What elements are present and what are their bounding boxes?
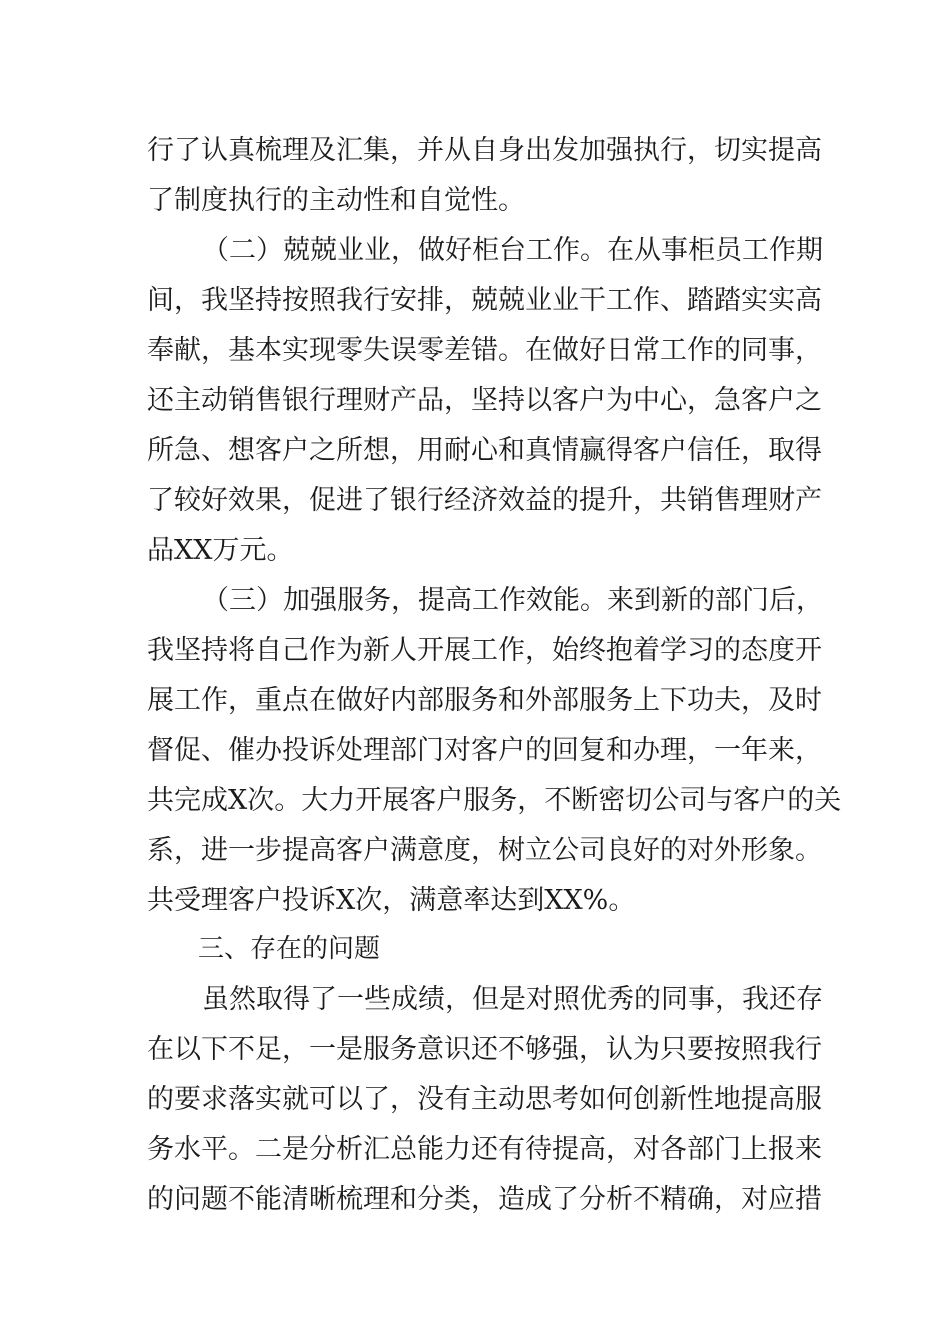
text-line-content: 务水平。二是分析汇总能力还有待提高，对各部门上报来 <box>147 1134 822 1165</box>
text-line-content: 的要求落实就可以了，没有主动思考如何创新性地提高服 <box>147 1084 822 1115</box>
text-line-content: 系，进一步提高客户满意度，树立公司良好的对外形象。 <box>147 835 822 866</box>
text-line <box>0 176 950 226</box>
text-line-content: 行了认真梳理及汇集，并从自身出发加强执行，切实提高 <box>147 135 822 166</box>
text-line-content: 督促、催办投诉处理部门对客户的回复和办理，一年来， <box>147 735 822 766</box>
text-line-content: 所急、想客户之所想，用耐心和真情赢得客户信任，取得 <box>147 435 822 466</box>
text-line <box>0 826 950 876</box>
text-line <box>0 326 950 376</box>
text-line-content: 在以下不足，一是服务意识还不够强，认为只要按照我行 <box>147 1034 822 1065</box>
text-line-content: 了制度执行的主动性和自觉性。 <box>147 185 525 216</box>
text-line-content: 的问题不能清晰梳理和分类，造成了分析不精确，对应措 <box>147 1184 822 1215</box>
text-line <box>0 726 950 776</box>
text-line <box>0 226 950 276</box>
text-line <box>0 276 950 326</box>
text-line-content: 虽然取得了一些成绩，但是对照优秀的同事，我还存 <box>202 984 823 1015</box>
text-line-content: 展工作，重点在做好内部服务和外部服务上下功夫，及时 <box>147 685 822 716</box>
text-line <box>0 626 950 676</box>
text-line <box>0 876 950 926</box>
text-line <box>0 576 950 626</box>
text-line <box>0 476 950 526</box>
text-line <box>0 126 950 176</box>
text-line <box>0 1025 950 1075</box>
section-heading <box>0 924 950 974</box>
text-line-content: （二）兢兢业业，做好柜台工作。在从事柜员工作期 <box>202 235 823 266</box>
text-line <box>0 1125 950 1175</box>
text-line-content: 间，我坚持按照我行安排，兢兢业业干工作、踏踏实实高 <box>147 285 822 316</box>
text-line-content: 共受理客户投诉X次，满意率达到XX%。 <box>147 885 636 916</box>
text-line <box>0 426 950 476</box>
text-line-content: 奉献，基本实现零失误零差错。在做好日常工作的同事， <box>147 335 822 366</box>
text-line <box>0 1175 950 1225</box>
text-line-content: 共完成X次。大力开展客户服务，不断密切公司与客户的关 <box>147 785 842 816</box>
text-line <box>0 376 950 426</box>
text-line <box>0 1075 950 1125</box>
text-line <box>0 676 950 726</box>
text-line-content: （三）加强服务，提高工作效能。来到新的部门后， <box>202 585 823 616</box>
text-line <box>0 776 950 826</box>
text-line <box>0 975 950 1025</box>
text-line-content: 了较好效果，促进了银行经济效益的提升，共销售理财产 <box>147 485 822 516</box>
text-line-content: 我坚持将自己作为新人开展工作，始终抱着学习的态度开 <box>147 635 822 666</box>
section-heading-text: 三、存在的问题 <box>198 934 381 964</box>
text-line-content: 还主动销售银行理财产品，坚持以客户为中心，急客户之 <box>147 385 822 416</box>
text-line <box>0 526 950 576</box>
text-line-content: 品XX万元。 <box>147 535 294 566</box>
